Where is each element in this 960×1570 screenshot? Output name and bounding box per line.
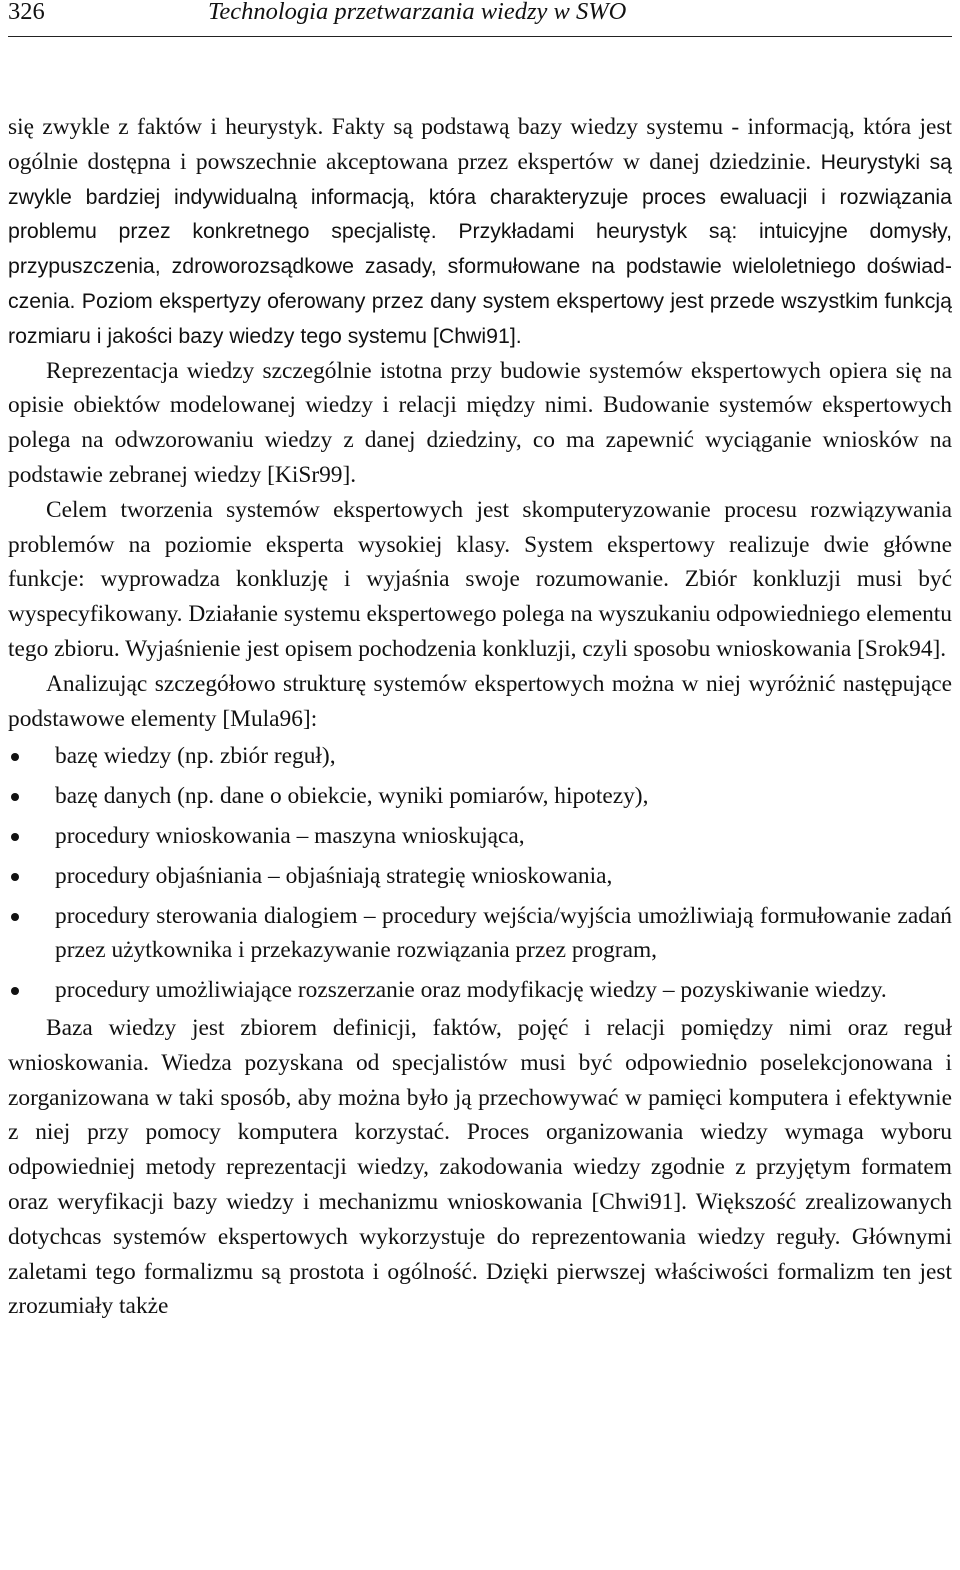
paragraph-facts-text: się zwykle z faktów i heurystyk. Fakty są podstawą bazy wiedzy systemu - informacją, która jest ogólnie dostępna i powszechnie akceptowana przez ekspertów w danej dziedzinie. bbox=[8, 114, 952, 175]
list-item: procedury wnioskowania – maszyna wnioskująca, bbox=[8, 819, 952, 854]
paragraph-knowledge-base: Baza wiedzy jest zbiorem definicji, faktów, pojęć i relacji pomiędzy nimi oraz reguł wnioskowania. Wiedza pozyskana od specjalistów musi być odpowiednio poselekcjonowana i zorganizowana w taki sposób, aby można było ją przechowywać w pamięci komputera i efektywnie z niej przy pomocy komputera korzystać. Proces organizowania wiedzy wymaga wyboru odpowiedniej metody reprezentacji wiedzy, zakodowania wiedzy zgodnie z przyjętym formatem oraz weryfikacji bazy wiedzy i mechanizmu wnioskowania [Chwi91]. Większość zrealizowanych dotychcas systemów ekspertowych wykorzystuje do reprezentowania wiedzy reguły. Głównymi zaletami tego formalizmu są prostota i ogólność. Dzięki pierwszej właściwości formalizm ten jest zrozumiały także bbox=[8, 1014, 952, 1320]
running-title: Technologia przetwarzania wiedzy w SWO bbox=[208, 0, 627, 25]
document-page bbox=[8, 0, 952, 1570]
page-number: 326 bbox=[8, 0, 45, 25]
running-header bbox=[8, 0, 952, 37]
paragraph-facts-heuristics bbox=[8, 110, 952, 354]
list-item: procedury objaśniania – objaśniają strategię wnioskowania, bbox=[8, 859, 952, 894]
paragraph-expert-system-goal: Celem tworzenia systemów ekspertowych jest skomputeryzowanie procesu rozwiązywania problemów na poziomie eksperta wysokiej klasy. System ekspertowy realizuje dwie główne funkcje: wyprowadza konkluzję i wyjaśnia swoje rozumowanie. Zbiór konkluzji musi być wyspecyfikowany. Działanie systemu ekspertowego polega na wyszukaniu odpowiedniego elementu tego zbioru. Wyjaśnienie jest opisem pochodzenia konkluzji, czyli sposobu wnioskowania [Srok94]. bbox=[8, 496, 952, 662]
paragraph-heuristics-text: Heurystyki są zwykle bardziej indywidualną informacją, która charakteryzuje proces ewaluacji i rozwiązania problemu przez konkretnego specjalistę. Przykładami heurystyk są: intuicyjne domysły, przypuszczenia, zdroworozsądkowe zasady, sformułowane na podstawie wieloletniego doświadczenia. Poziom ekspertyzy oferowany przez dany system ekspertowy jest przede wszystkim funkcją rozmiaru i jakości bazy wiedzy tego systemu [Chwi91]. bbox=[8, 149, 952, 348]
list-item: procedury sterowania dialogiem – procedury wejścia/wyjścia umożliwiają formułowanie zadań przez użytkownika i przekazywanie rozwiązania przez program, bbox=[8, 899, 952, 969]
list-item: bazę wiedzy (np. zbiór reguł), bbox=[8, 739, 952, 774]
list-item: procedury umożliwiające rozszerzanie oraz modyfikację wiedzy – pozyskiwanie wiedzy. bbox=[8, 973, 952, 1008]
list-item: bazę danych (np. dane o obiekcie, wyniki pomiarów, hipotezy), bbox=[8, 779, 952, 814]
body-text bbox=[8, 110, 952, 1324]
element-list bbox=[8, 739, 952, 1008]
paragraph-structure-intro: Analizując szczegółowo strukturę systemów ekspertowych można w niej wyróżnić następujące podstawowe elementy [Mula96]: bbox=[8, 670, 952, 732]
paragraph-knowledge-representation: Reprezentacja wiedzy szczególnie istotna przy budowie systemów ekspertowych opiera się na opisie obiektów modelowanej wiedzy i relacji między nimi. Budowanie systemów ekspertowych polega na odwzorowaniu wiedzy z danej dziedziny, co ma zapewnić wyciąganie wniosków na podstawie zebranej wiedzy [KiSr99]. bbox=[8, 357, 952, 488]
